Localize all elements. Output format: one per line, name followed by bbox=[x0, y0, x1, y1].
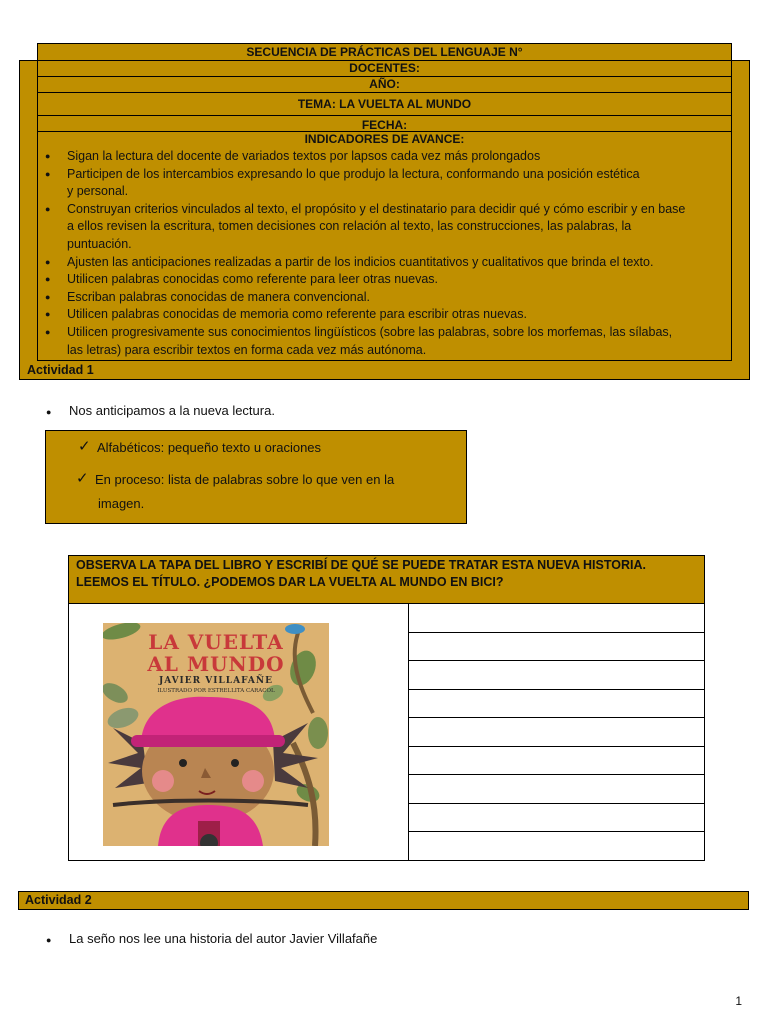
observe-title-line2: LEEMOS EL TÍTULO. ¿PODEMOS DAR LA VUELTA AL MUNDO EN BICI? bbox=[76, 575, 504, 589]
activity2-bar bbox=[18, 891, 749, 910]
bullet-icon: ● bbox=[46, 935, 52, 945]
book-cover-image bbox=[103, 623, 329, 846]
writing-line[interactable] bbox=[408, 689, 705, 690]
writing-line[interactable] bbox=[408, 803, 705, 804]
activity2-bullet-text: La seño nos lee una historia del autor Javier Villafañe bbox=[69, 931, 378, 946]
indicador-item-continuation: las letras) para escribir textos en forma cada vez más autónoma. bbox=[67, 342, 427, 357]
writing-line[interactable] bbox=[408, 831, 705, 832]
indicador-item: ● Utilicen progresivamente sus conocimientos lingüísticos (sobre las palabras, sobre los morfemas, las sílabas, bbox=[38, 324, 731, 342]
docentes-label: DOCENTES: bbox=[38, 61, 731, 77]
activity1-bullet-text: Nos anticipamos a la nueva lectura. bbox=[69, 403, 275, 418]
anio-label: AÑO: bbox=[38, 77, 731, 93]
sequence-title: SECUENCIA DE PRÁCTICAS DEL LENGUAJE N° bbox=[38, 44, 731, 61]
indicador-item: ● Participen de los intercambios expresando lo que produjo la lectura, conformando una posición estética bbox=[38, 166, 731, 184]
indicador-item: ● Ajusten las anticipaciones realizadas a partir de los indicios cuantitativos y cualitativos que brinda el texto. bbox=[38, 254, 731, 272]
activity2-label: Actividad 2 bbox=[25, 893, 92, 907]
writing-line[interactable] bbox=[408, 717, 705, 718]
writing-line[interactable] bbox=[408, 774, 705, 775]
indicador-item-continuation: a ellos revisen la escritura, tomen decisiones con relación al texto, las construcciones, las palabras, la bbox=[67, 219, 632, 234]
indicador-item-continuation: y personal. bbox=[67, 184, 129, 199]
indicador-item: ● Escriban palabras conocidas de manera convencional. bbox=[38, 289, 731, 307]
cover-title-line2: AL MUNDO bbox=[147, 652, 285, 676]
cover-author: JAVIER VILLAFAÑE bbox=[158, 676, 273, 686]
indicadores-title: INDICADORES DE AVANCE: bbox=[304, 132, 465, 146]
indicadores-list bbox=[38, 148, 731, 359]
level-item-en-proceso bbox=[76, 470, 395, 488]
indicador-item: ● Utilicen palabras conocidas como referente para leer otras nuevas. bbox=[38, 271, 731, 289]
writing-line[interactable] bbox=[408, 660, 705, 661]
header-table bbox=[37, 43, 732, 361]
writing-line[interactable] bbox=[408, 746, 705, 747]
activity1-label: Actividad 1 bbox=[27, 363, 94, 377]
levels-box bbox=[45, 430, 467, 524]
bullet-icon: ● bbox=[46, 407, 52, 417]
indicador-item: ● Utilicen palabras conocidas de memoria como referente para escribir otras nuevas. bbox=[38, 306, 731, 324]
observe-table bbox=[68, 555, 705, 861]
indicador-item-continuation: puntuación. bbox=[67, 236, 132, 251]
cover-illustrator: ILUSTRADO POR ESTRELLITA CARACOL bbox=[157, 688, 275, 694]
page-number: 1 bbox=[735, 994, 742, 1008]
checkmark-icon: ✓ bbox=[76, 470, 89, 487]
column-divider bbox=[408, 604, 409, 861]
checkmark-icon: ✓ bbox=[78, 438, 91, 455]
level-item-en-proceso-cont: imagen. bbox=[98, 496, 145, 511]
level-item-alfabeticos bbox=[78, 438, 322, 456]
observe-header bbox=[69, 556, 704, 604]
observe-title-line1: OBSERVA LA TAPA DEL LIBRO Y ESCRIBÍ DE QUÉ SE PUEDE TRATAR ESTA NUEVA HISTORIA. bbox=[76, 558, 646, 572]
fecha-label: FECHA: bbox=[38, 116, 731, 132]
indicador-item: ● Construyan criterios vinculados al texto, el propósito y el destinatario para decidir qué y cómo escribir y en base bbox=[38, 201, 731, 219]
indicador-item: ● Sigan la lectura del docente de variados textos por lapsos cada vez más prolongados bbox=[38, 148, 731, 166]
writing-line[interactable] bbox=[408, 632, 705, 633]
cover-title-line1: LA VUELTA bbox=[148, 630, 284, 654]
level-text: Alfabéticos: pequeño texto u oraciones bbox=[97, 440, 322, 455]
tema-label: TEMA: LA VUELTA AL MUNDO bbox=[38, 93, 731, 116]
level-text: En proceso: lista de palabras sobre lo que ven en la bbox=[95, 472, 395, 487]
